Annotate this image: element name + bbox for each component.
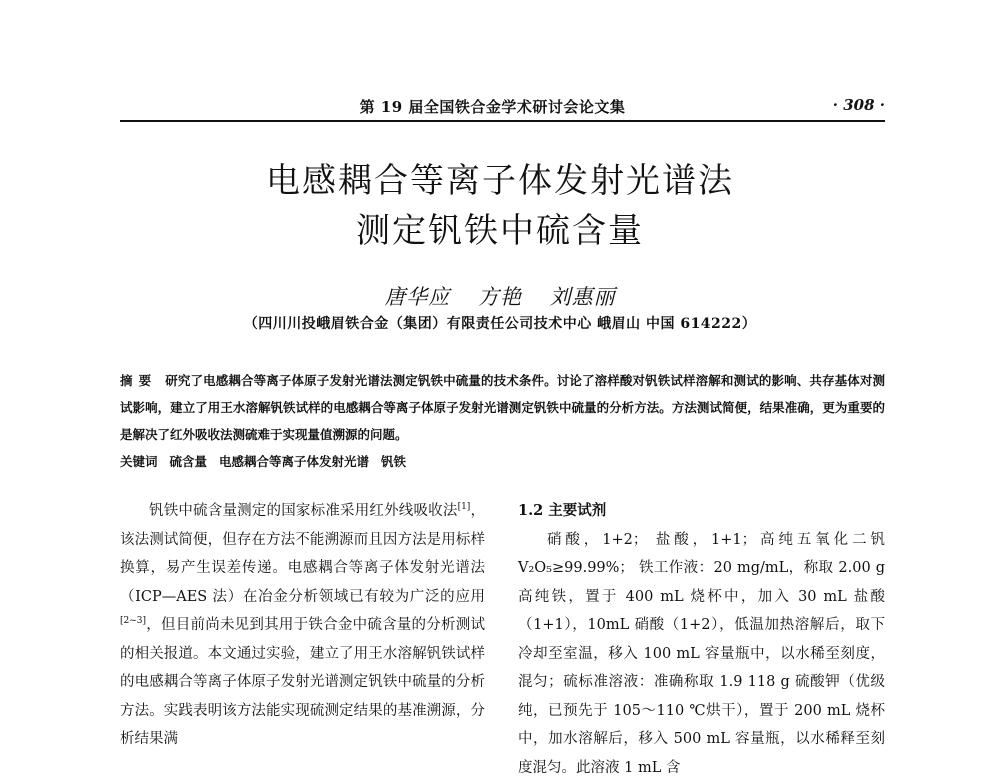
affiliation: （四川川投峨眉铁合金（集团）有限责任公司技术中心 峨眉山 中国 614222） — [0, 313, 1000, 333]
section-heading-reagents: 1.2 主要试剂 — [518, 497, 885, 526]
intro-text-part-1: 钒铁中硫含量测定的国家标准采用红外线吸收法 — [149, 503, 458, 519]
running-head — [120, 96, 885, 122]
abstract-label: 摘要 — [120, 373, 157, 388]
page-number: · 308 · — [833, 96, 885, 114]
keyword-item: 硫含量 — [170, 454, 208, 469]
citation-ref-2-3: [2~3] — [120, 616, 146, 626]
keyword-item: 电感耦合等离子体发射光谱 — [219, 454, 369, 469]
reagents-paragraph: 硝酸，1+2； 盐酸，1+1；高纯五氧化二钒 V₂O₅≥99.99%； 铁工作液：20 mg/mL，称取 2.00 g 高纯铁，置于 400 mL 烧杯中，加入 30 mL 盐酸（1+1），10mL 硝酸（1+2），低温加热溶解后，取下冷却至室温，移入 100 mL 容量瓶中，以水稀至刻度，混匀；硫标准溶液：准确称取 1.9 118 g 硫酸钾（优级纯，已预先于 105～110 ℃烘干），置于 200 mL 烧杯中，加水溶解后，移入 500 mL 容量瓶，以水稀释至刻度混匀。此溶液 1 mL 含 — [518, 526, 885, 782]
intro-text-part-2: ，该法测试简便，但存在方法不能溯源而且因方法是用标样换算，易产生误差传递。电感耦合等离子体发射光谱法（ICP—AES 法）在冶金分析领域已有较为广泛的应用 — [120, 503, 485, 605]
paper-title-line-2: 测定钒铁中硫含量 — [0, 203, 1000, 252]
body-left-column — [120, 497, 485, 754]
running-head-title: 第 19 届全国铁合金学术研讨会论文集 — [120, 96, 865, 117]
body-right-column — [518, 497, 885, 782]
keywords — [120, 448, 885, 475]
header-rule — [120, 120, 885, 122]
paper-title-line-1: 电感耦合等离子体发射光谱法 — [0, 153, 1000, 202]
keyword-item: 钒铁 — [381, 454, 406, 469]
abstract-text: 研究了电感耦合等离子体原子发射光谱法测定钒铁中硫量的技术条件。讨论了溶样酸对钒铁试样溶解和测试的影响、共存基体对测试影响，建立了用王水溶解钒铁试样的电感耦合等离子体原子发射光谱测定钒铁中硫量的分析方法。方法测试简便，结果准确，更为重要的是解决了红外吸收法测硫难于实现量值溯源的问题。 — [120, 373, 885, 442]
citation-ref-1: [1] — [458, 502, 471, 512]
intro-paragraph — [120, 497, 485, 754]
abstract — [120, 367, 885, 448]
authors: 唐华应 方艳 刘惠丽 — [0, 281, 1000, 311]
intro-text-part-3: ，但目前尚未见到其用于铁合金中硫含量的分析测试的相关报道。本文通过实验，建立了用王水溶解钒铁试样的电感耦合等离子体原子发射光谱测定钒铁中硫量的分析方法。实践表明该方法能实现硫测定结果的基准溯源，分析结果满 — [120, 617, 485, 747]
keywords-label: 关键词 — [120, 454, 158, 469]
